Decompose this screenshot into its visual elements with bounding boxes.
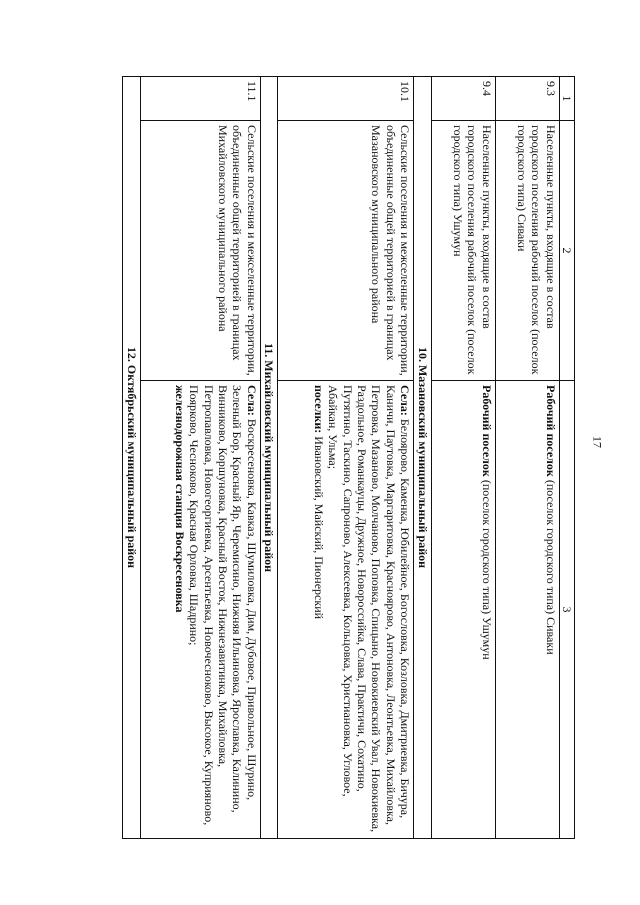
table-row xyxy=(140,77,260,839)
row-description: Населенные пункты, входящие в состав городского поселения рабочий поселок (поселок городского типа) Ушумун xyxy=(431,121,495,381)
status-label: Рабочий поселок xyxy=(479,385,494,477)
settlements-table xyxy=(122,76,575,839)
row-description: Населенные пункты, входящие в состав городского поселения рабочий поселок (поселок городского типа) Сиваки xyxy=(495,121,559,381)
table-row xyxy=(278,77,414,839)
row-number: 9.3 xyxy=(495,77,559,121)
column-number-row xyxy=(559,77,574,839)
row-settlements xyxy=(140,381,260,839)
villages-list: Воскресеновка, Кавказ, Шумиловка, Дим, Дубовое, Привольное, Шурино, Зеленый Бор, Красный Яр, Черемисино, Нижняя Ильиновка, Ярославка, Калинино, Винниково, Коршуновка, Красный Восток, Нижнезавитинка, Михайловка, Петропавловка, Новогеоргиевка, Арсентьевка, Новочесноково, Высокое, Куприяново, Поярково, Чесноково, Красная Орловка, Шадрино; xyxy=(187,385,259,826)
status-label: Рабочий поселок xyxy=(543,385,558,477)
towns-label: поселки: xyxy=(311,385,326,434)
district-heading xyxy=(414,77,431,839)
district-title: 12. Октябрьский муниципальный район xyxy=(123,77,140,839)
status-text: (поселок городского типа) Сиваки xyxy=(543,476,558,655)
row-number: 9.4 xyxy=(431,77,495,121)
district-heading xyxy=(260,77,277,839)
row-description: Сельские поселения и межселенные территории, объединенные общей территорией в границах Мазановского муниципального района xyxy=(278,121,414,381)
row-number: 10.1 xyxy=(278,77,414,121)
villages-label: Села: xyxy=(244,385,259,416)
column-number-1: 1 xyxy=(559,77,574,121)
column-number-2: 2 xyxy=(559,121,574,381)
row-number: 11.1 xyxy=(140,77,260,121)
page-number: 17 xyxy=(590,436,605,448)
row-settlements xyxy=(278,381,414,839)
district-title: 10. Мазановский муниципальный район xyxy=(414,77,431,839)
villages-label: Села: xyxy=(398,385,413,416)
status-text: (поселок городского типа) Ушумун xyxy=(479,476,494,660)
row-settlements xyxy=(431,381,495,839)
district-title: 11. Михайловский муниципальный район xyxy=(260,77,277,839)
table-row xyxy=(431,77,495,839)
row-description: Сельские поселения и межселенные территории, объединенные общей территорией в границах Михайловского муниципального района xyxy=(140,121,260,381)
row-settlements xyxy=(495,381,559,839)
rotated-table-frame xyxy=(124,76,575,838)
table-row xyxy=(495,77,559,839)
villages-list: Белоярово, Каменка, Юбилейное, Богословка, Козловка, Дмитриевка, Бичура, Каничи, Паутовка, Маргаритовка, Красноярово, Антоновка, Леонтьевка, Михайловка, Петровка, Мазаново, Молчаново, Поповка, Спицыно, Новокиевский Увал, Новокиевка, Раздольное, Романкауцы, Дружное, Новороссийка, Слава, Практичи, Сохатино, Путятино, Таскино, Сапроново, Алексеевка, Кольцовка, Христиановка, Угловое, Абайкан, Ульма; xyxy=(326,385,413,833)
district-heading xyxy=(123,77,140,839)
column-number-3: 3 xyxy=(559,381,574,839)
railway-station: железнодорожная станция Воскресеновка xyxy=(172,385,187,613)
towns-list: Ивановский, Майский, Пионерский xyxy=(311,433,326,620)
